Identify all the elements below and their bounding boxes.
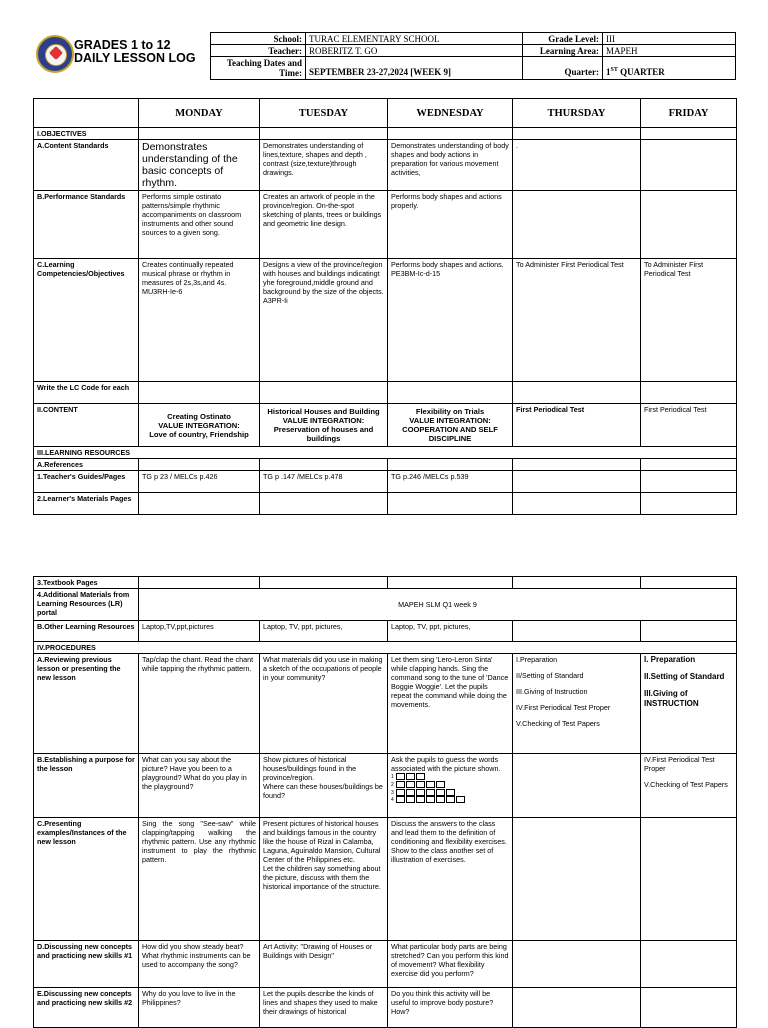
purpose-friday: IV.First Periodical Test Proper V.Checking of Test Papers [641, 754, 737, 818]
reviewing-monday: Tap/clap the chant. Read the chant while tapping the rhythmic pattern. [139, 654, 260, 754]
reviewing-tuesday: What materials did you use in making a sketch of the occupations of people in your community? [260, 654, 388, 754]
competencies-wednesday: Performs body shapes and actions. PE3BM-Ic-d-15 [388, 259, 513, 382]
friday-step: III.Giving of INSTRUCTION [644, 689, 699, 708]
crossword-puzzle: 1 2 3 4 [391, 773, 509, 804]
quarter-label: Quarter: [523, 57, 603, 80]
teacher-guides-tuesday: TG p .147 /MELCs p.478 [260, 471, 388, 493]
row-label-additional-materials: 4.Additional Materials from Learning Resources (LR) portal [34, 589, 139, 621]
section-resources: III.LEARNING RESOURCES [34, 447, 737, 459]
teacher-label: Teacher: [211, 45, 306, 57]
row-label-content: II.CONTENT [34, 404, 139, 447]
discussing-2-tuesday: Let the pupils describe the kinds of lines and shapes they used to make their drawings of historical [260, 988, 388, 1028]
discussing-1-wednesday: What particular body parts are being stretched? Can you perform this kind of movement? What flexibility exercise did you perform? [388, 941, 513, 988]
reviewing-friday [641, 654, 737, 754]
day-wednesday: WEDNESDAY [388, 99, 513, 128]
reviewing-wednesday: Let them sing 'Lero-Leron Sinta' while clapping hands. Sing the command song to the tune of 'Dance Boggie Woggie'. Let the pupils repeat the command while doing the movements. [388, 654, 513, 754]
school-value: TURAC ELEMENTARY SCHOOL [306, 33, 523, 45]
lesson-table-page-2 [33, 576, 737, 1028]
discussing-1-monday: How did you show steady beat? What rhythmic instruments can be used to accompany the song? [139, 941, 260, 988]
section-objectives: I.OBJECTIVES [34, 128, 139, 140]
other-resources-wednesday: Laptop, TV, ppt, pictures, [388, 621, 513, 642]
row-label-discussing-2: E.Discussing new concepts and practicing new skills #2 [34, 988, 139, 1028]
discussing-1-tuesday: Art Activity: "Drawing of Houses or Buildings with Design" [260, 941, 388, 988]
content-standards-tuesday: Demonstrates understanding of lines,texture, shapes and depth , contrast (size,texture)through drawings. [260, 140, 388, 191]
friday-step: I. Preparation [644, 655, 696, 664]
thursday-step: III.Giving of Instruction [516, 687, 588, 696]
other-resources-tuesday: Laptop, TV, ppt, pictures, [260, 621, 388, 642]
content-standards-wednesday: Demonstrates understanding of body shapes and body actions in preparation for various movement activities, [388, 140, 513, 191]
teacher-guides-wednesday: TG p.246 /MELCs p.539 [388, 471, 513, 493]
section-procedures: IV.PROCEDURES [34, 642, 737, 654]
content-standards-monday: Demonstrates understanding of the basic concepts of rhythm. [139, 140, 260, 191]
row-label-discussing-1: D.Discussing new concepts and practicing new skills #1 [34, 941, 139, 988]
other-resources-monday: Laptop,TV,ppt,pictures [139, 621, 260, 642]
corner-cell [34, 99, 139, 128]
content-standards-thursday: . [513, 140, 641, 191]
content-wednesday: Flexibility on Trials VALUE INTEGRATION: COOPERATION AND SELF DISCIPLINE [388, 404, 513, 447]
discussing-2-wednesday: Do you think this activity will be useful to improve body posture? How? [388, 988, 513, 1028]
dates-value: SEPTEMBER 23-27,2024 [WEEK 9] [306, 57, 523, 80]
friday-step: II.Setting of Standard [644, 672, 725, 681]
additional-materials-value: MAPEH SLM Q1 week 9 [139, 589, 737, 621]
grade-label: Grade Level: [523, 33, 603, 45]
row-label-competencies: C.Learning Competencies/Objectives [34, 259, 139, 382]
dll-header [32, 32, 738, 80]
row-label-lc-code: Write the LC Code for each [34, 382, 139, 404]
content-thursday: First Periodical Test [513, 404, 641, 447]
competencies-thursday: To Administer First Periodical Test [513, 259, 641, 382]
performance-standards-monday: Performs simple ostinato patterns/simple rhythmic accompaniments on classroom instruments and other sound sources to a given song. [139, 191, 260, 259]
row-label-teacher-guides: 1.Teacher's Guides/Pages [34, 471, 139, 493]
competencies-friday: To Administer First Periodical Test [641, 259, 737, 382]
row-label-references: A.References [34, 459, 139, 471]
school-info-table [210, 32, 736, 80]
day-thursday: THURSDAY [513, 99, 641, 128]
purpose-tuesday: Show pictures of historical houses/buildings found in the province/region. Where can these houses/buildings be found? [260, 754, 388, 818]
deped-seal-icon [36, 35, 74, 73]
row-label-reviewing: A.Reviewing previous lesson or presenting the new lesson [34, 654, 139, 754]
teacher-value: ROBERITZ T. GO [306, 45, 523, 57]
area-label: Learning Area: [523, 45, 603, 57]
reviewing-thursday [513, 654, 641, 754]
performance-standards-wednesday: Performs body shapes and actions properly. [388, 191, 513, 259]
day-friday: FRIDAY [641, 99, 737, 128]
dates-label: Teaching Dates and Time: [211, 57, 306, 80]
purpose-wednesday: Ask the pupils to guess the words associated with the picture shown. 1 2 3 4 [388, 754, 513, 818]
lesson-table-page-1 [33, 98, 737, 515]
presenting-tuesday: Present pictures of historical houses and buildings famous in the country like the house of Rizal in Calamba, Laguna, Aguinaldo Mansion, Cultural Center of the Philippines etc. Let the children say something about the picture, discuss with them the historical importance of the structure. [260, 818, 388, 941]
row-label-performance-standards: B.Performance Standards [34, 191, 139, 259]
content-tuesday: Historical Houses and Building VALUE INTEGRATION: Preservation of houses and buildings [260, 404, 388, 447]
form-title: GRADES 1 to 12 DAILY LESSON LOG [74, 38, 196, 65]
content-monday: Creating Ostinato VALUE INTEGRATION: Love of country, Friendship [139, 404, 260, 447]
row-label-presenting: C.Presenting examples/Instances of the new lesson [34, 818, 139, 941]
row-label-other-resources: B.Other Learning Resources [34, 621, 139, 642]
performance-standards-tuesday: Creates an artwork of people in the province/region. On-the-spot sketching of plants, trees or buildings and geometric line design. [260, 191, 388, 259]
row-label-learner-materials: 2.Learner's Materials Pages [34, 493, 139, 515]
row-label-content-standards: A.Content Standards [34, 140, 139, 191]
row-label-purpose: B.Establishing a purpose for the lesson [34, 754, 139, 818]
presenting-monday: Sing the song "See-saw" while clapping/tapping walking the rhythmic pattern. Use any rhythmic instrument to play the rhythmic pattern. [139, 818, 260, 941]
thursday-step: I.Preparation [516, 655, 558, 664]
area-value: MAPEH [603, 45, 736, 57]
row-label-textbook: 3.Textbook Pages [34, 577, 139, 589]
school-label: School: [211, 33, 306, 45]
presenting-wednesday: Discuss the answers to the class and lead them to the definition of conditioning and flexibility exercises. Show to the class another set of illustration of exercises. [388, 818, 513, 941]
day-monday: MONDAY [139, 99, 260, 128]
competencies-tuesday: Designs a view of the province/region with houses and buildings indicatingt yhe foreground,middle ground and background by the size of the objects. A3PR-Ii [260, 259, 388, 382]
content-friday: First Periodical Test [641, 404, 737, 447]
quarter-value: 1ST QUARTER [603, 57, 736, 80]
thursday-step: II/Setting of Standard [516, 671, 584, 680]
purpose-monday: What can you say about the picture? Have you been to a playground? What do you play in the playground? [139, 754, 260, 818]
competencies-monday: Creates continually repeated musical phrase or rhythm in measures of 2s,3s,and 4s. MU3RH-Ie-6 [139, 259, 260, 382]
thursday-step: V.Checking of Test Papers [516, 719, 600, 728]
day-tuesday: TUESDAY [260, 99, 388, 128]
discussing-2-monday: Why do you love to live in the Philippines? [139, 988, 260, 1028]
teacher-guides-monday: TG p 23 / MELCs p.426 [139, 471, 260, 493]
thursday-step: IV.First Periodical Test Proper [516, 703, 611, 712]
grade-value: III [603, 33, 736, 45]
